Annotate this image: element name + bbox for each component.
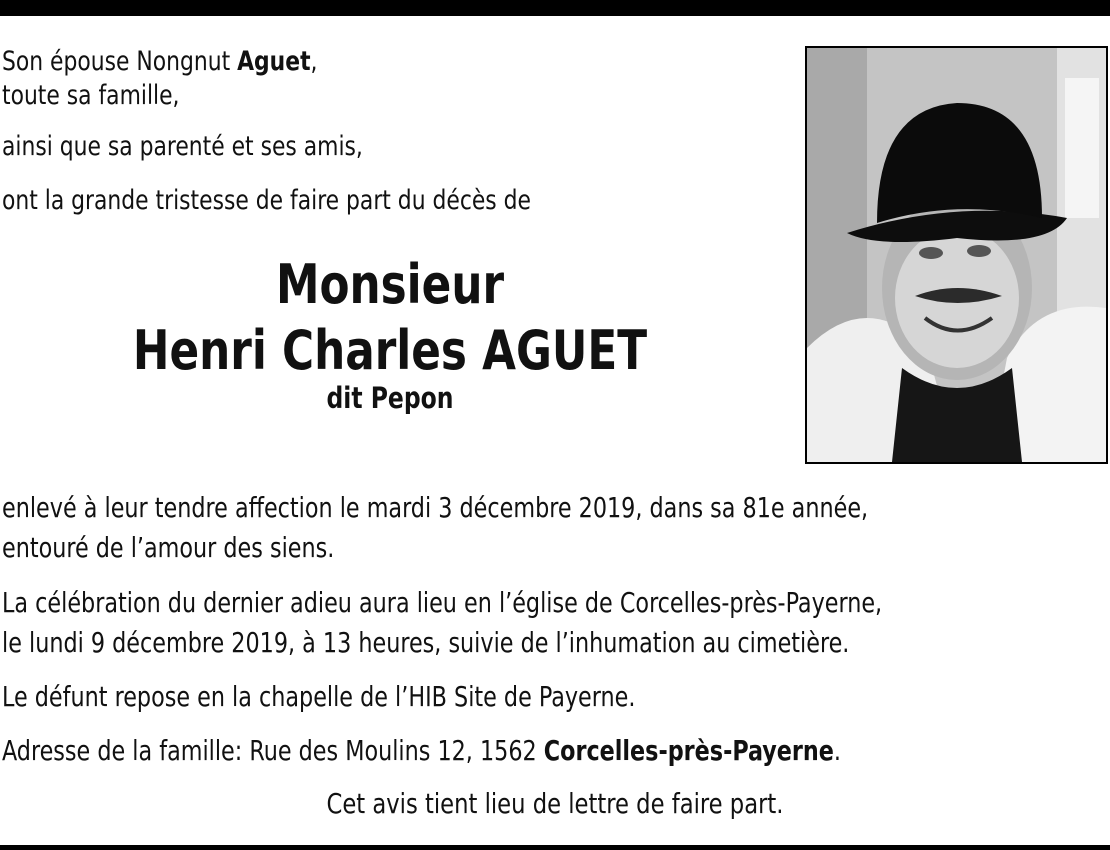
deceased-full-name: Henri Charles AGUET	[132, 319, 648, 382]
family-address-line: Adresse de la famille: Rue des Moulins 12, 1562 Corcelles-près-Payerne.	[2, 734, 842, 767]
intro-line-relatives: ainsi que sa parenté et ses amis,	[2, 131, 363, 162]
intro-line-announcement: ont la grande tristesse de faire part du décès de	[2, 185, 531, 216]
ceremony-line-2: le lundi 9 décembre 2019, à 13 heures, suivie de l’inhumation au cimetière.	[2, 626, 850, 659]
family-address-town: Corcelles-près-Payerne	[543, 734, 834, 767]
rest-place-line: Le défunt repose en la chapelle de l’HIB Site de Payerne.	[2, 680, 636, 713]
deceased-name-block	[0, 252, 780, 416]
ceremony-line-1: La célébration du dernier adieu aura lieu en l’église de Corcelles-près-Payerne,	[2, 586, 883, 619]
top-border-rule	[0, 0, 1110, 16]
death-line-2: entouré de l’amour des siens.	[2, 531, 335, 564]
portrait-photo	[805, 46, 1108, 464]
closing-line: Cet avis tient lieu de lettre de faire part.	[326, 787, 784, 820]
bottom-border-rule	[0, 845, 1110, 850]
intro-line-spouse: Son épouse Nongnut Aguet,	[2, 46, 318, 77]
spouse-surname: Aguet	[237, 46, 311, 77]
death-line-1: enlevé à leur tendre affection le mardi 3 décembre 2019, dans sa 81e année,	[2, 491, 869, 524]
intro-line-family: toute sa famille,	[2, 80, 180, 111]
deceased-title: Monsieur	[275, 253, 505, 316]
deceased-nickname: dit Pepon	[326, 381, 454, 415]
